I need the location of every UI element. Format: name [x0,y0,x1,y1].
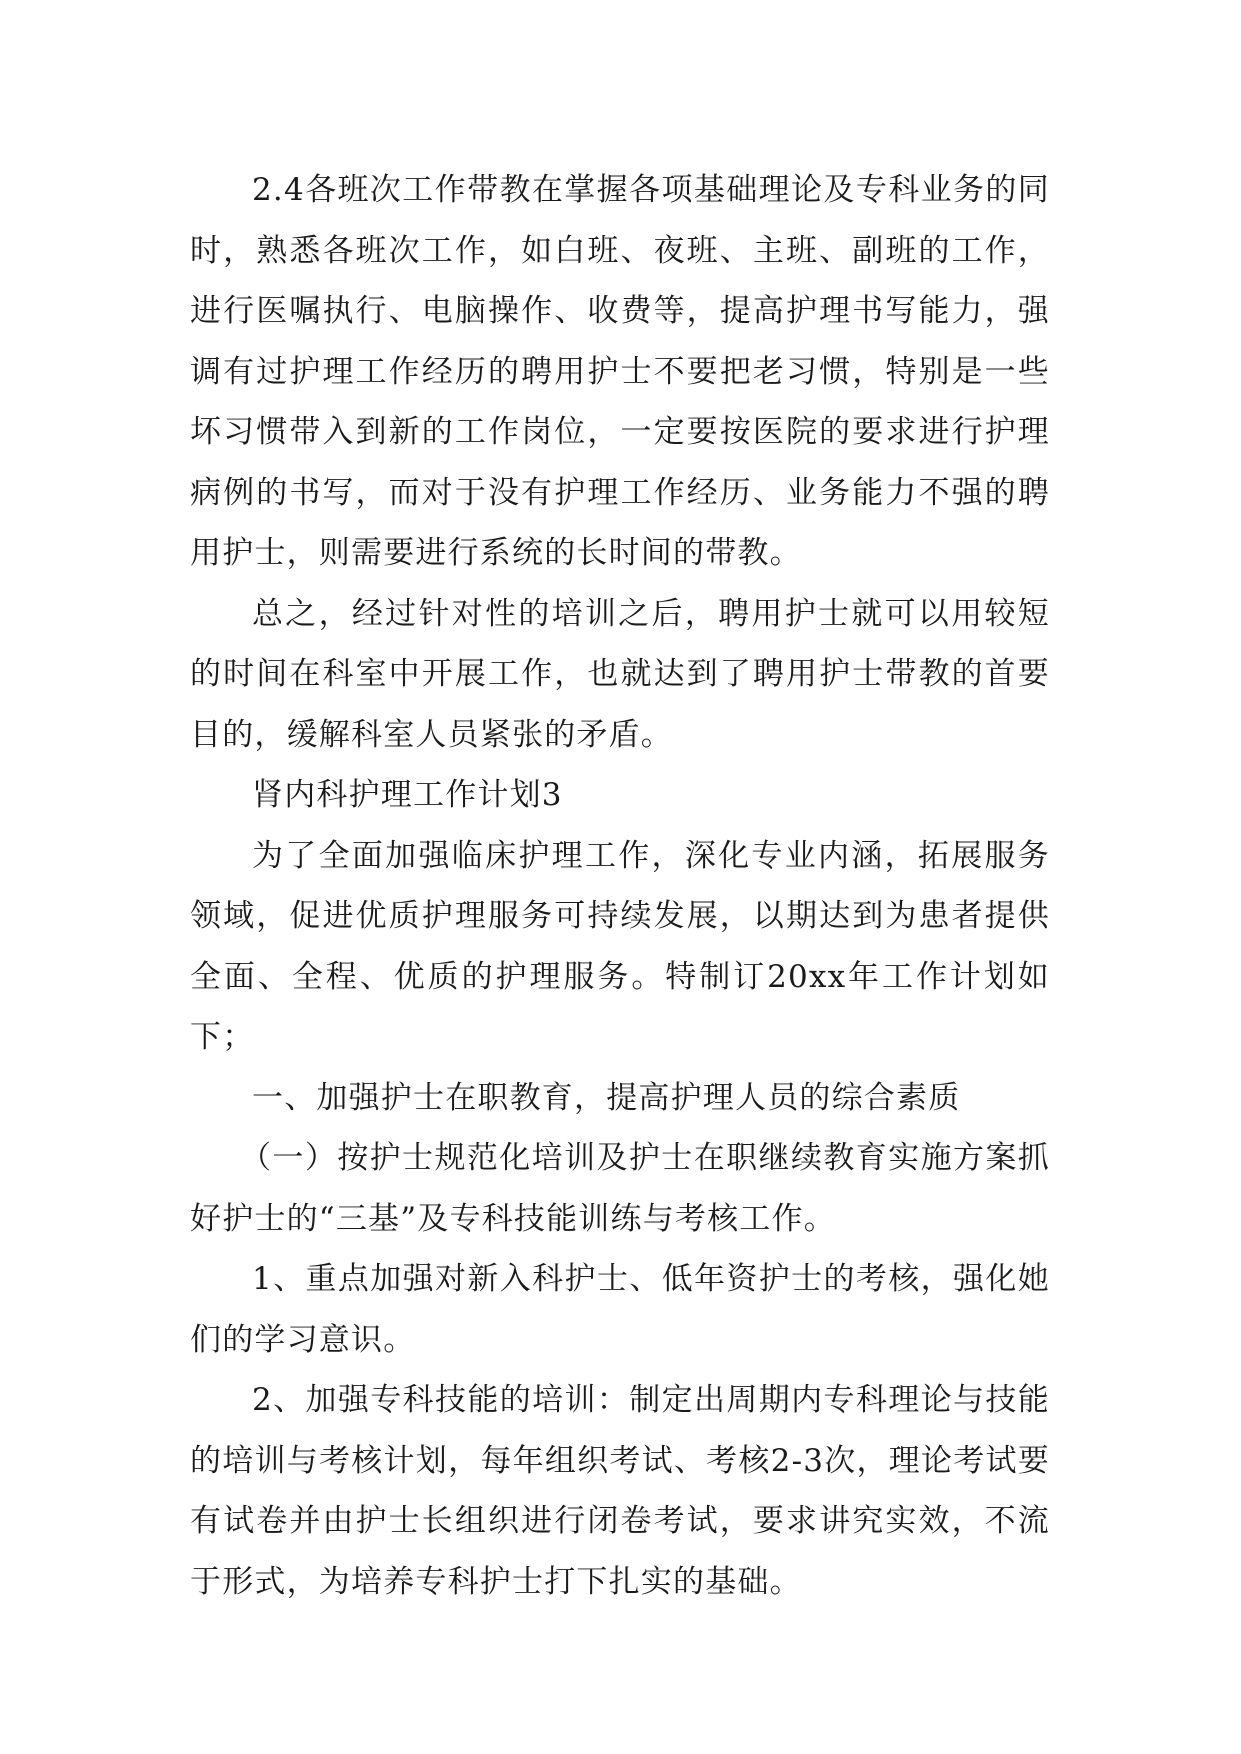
paragraph-conclusion: 总之，经过针对性的培训之后，聘用护士就可以用较短的时间在科室中开展工作，也就达到了聘用护士带教的首要目的，缓解科室人员紧张的矛盾。 [190,595,1050,753]
document-body [190,160,1050,1612]
list-item-new-nurse-assessment: 1、重点加强对新入科护士、低年资护士的考核，强化她们的学习意识。 [190,1261,1050,1358]
list-item-specialty-skill-training: 2、加强专科技能的培训：制定出周期内专科理论与技能的培训与考核计划，每年组织考试、考核2-3次，理论考试要有试卷并由护士长组织进行闭卷考试，要求讲究实效，不流于形式，为培养专科护士打下扎实的基础。 [190,1382,1050,1600]
heading-in-service-education: 一、加强护士在职教育，提高护理人员的综合素质 [252,1079,961,1116]
section-title-plan-3: 肾内科护理工作计划3 [252,777,563,813]
paragraph-plan-intro: 为了全面加强临床护理工作，深化专业内涵，拓展服务领域，促进优质护理服务可持续发展，以期达到为患者提供全面、全程、优质的护理服务。特制订20xx年工作计划如下； [190,837,1050,1055]
paragraph-shift-training: 2.4各班次工作带教在掌握各项基础理论及专科业务的同时，熟悉各班次工作，如白班、夜班、主班、副班的工作，进行医嘱执行、电脑操作、收费等，提高护理书写能力，强调有过护理工作经历的聘用护士不要把老习惯，特别是一些坏习惯带入到新的工作岗位，一定要按医院的要求进行护理病例的书写，而对于没有护理工作经历、业务能力不强的聘用护士，则需要进行系统的长时间的带教。 [190,172,1050,571]
subheading-standardized-training: （一）按护士规范化培训及护士在职继续教育实施方案抓好护士的“三基”及专科技能训练与考核工作。 [190,1140,1050,1237]
